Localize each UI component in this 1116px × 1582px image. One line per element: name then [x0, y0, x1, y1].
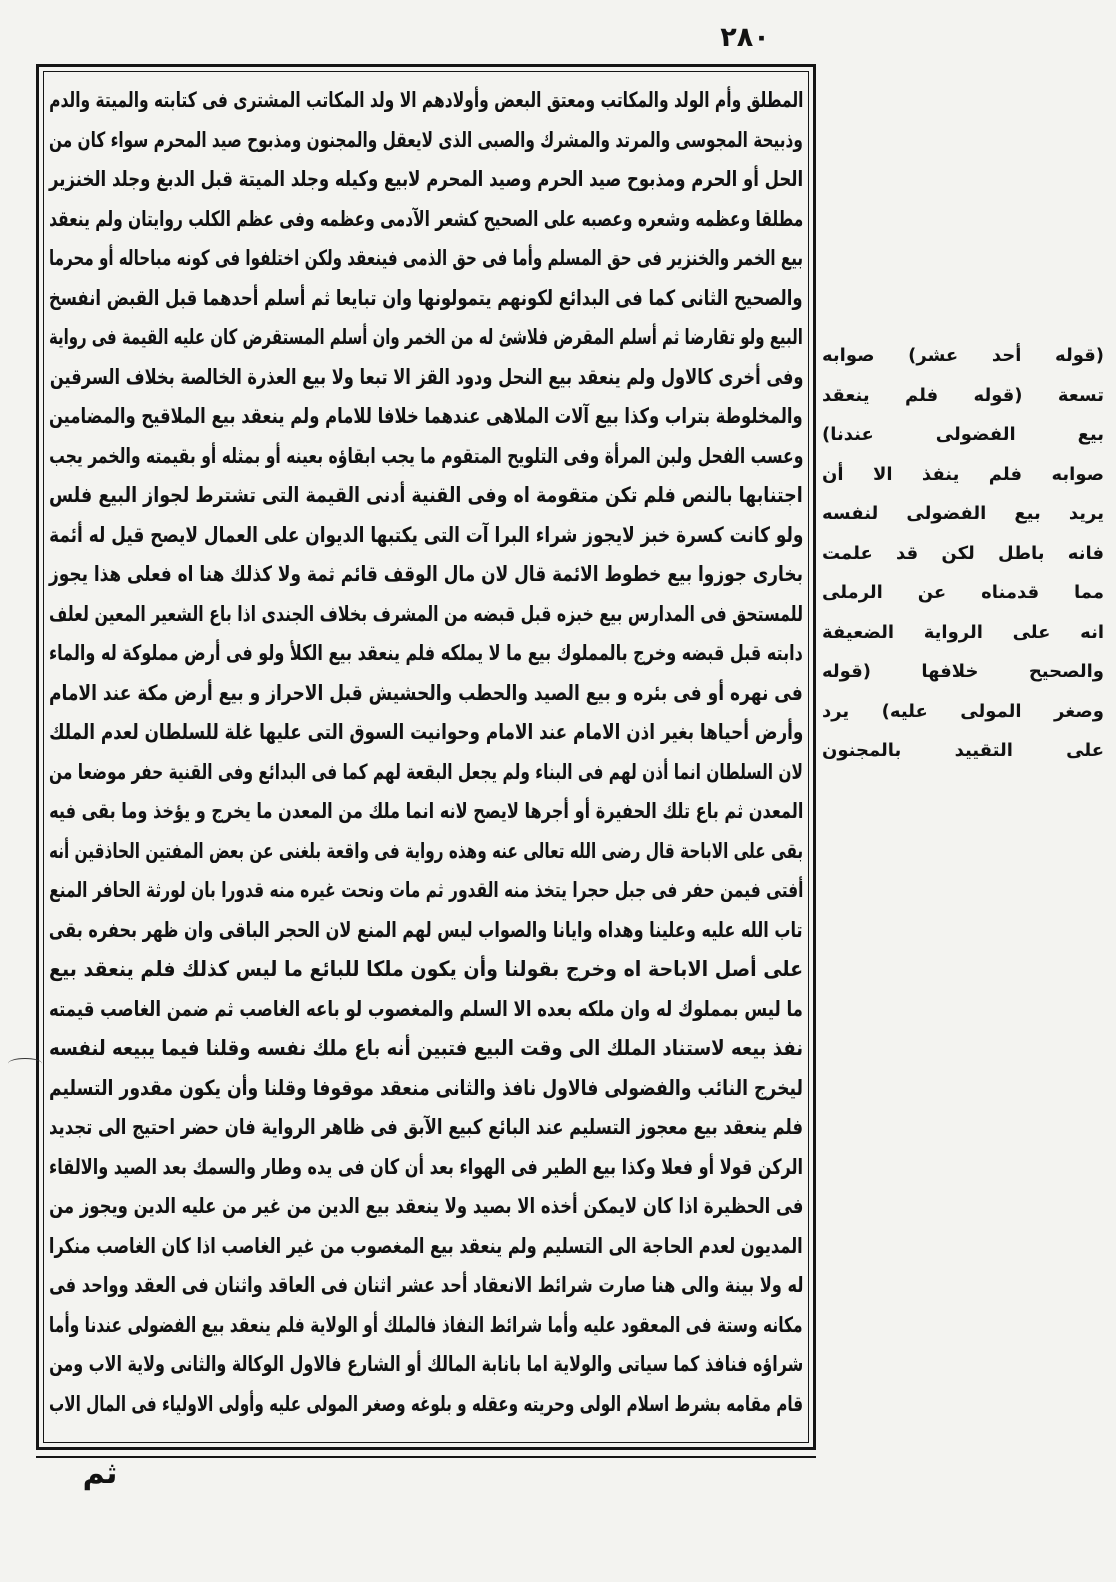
- margin-note-line: [822, 573, 1104, 613]
- text-line: [49, 516, 803, 556]
- text-line-content: المديون لعدم الحاجة الى التسليم ولم ينعقد بيع المغصوب من غير الغاصب اذا كان الغاصب منكرا: [49, 1233, 803, 1258]
- text-line-content: بخارى جوزوا بيع خطوط الائمة قال لان مال الوقف قائم ثمة ولا كذلك هنا اه فعلى هذا يجوز: [49, 562, 803, 586]
- margin-note-content: فانه باطل لكن قد علمت: [822, 542, 1104, 564]
- text-line: [49, 1227, 803, 1267]
- margin-notes: [822, 336, 1104, 771]
- text-line: [49, 871, 803, 911]
- text-line-content: المطلق وأم الولد والمكاتب ومعتق البعض وأولادهم الا ولد المكاتب المشترى فى كتابته والميتة والدم: [48, 88, 803, 112]
- margin-note-content: والصحيح خلافها (قوله: [822, 661, 1104, 682]
- margin-note-content: وصغر المولى عليه) يرد: [822, 700, 1104, 722]
- main-text-block: [49, 81, 803, 1424]
- text-line: [49, 911, 803, 951]
- text-line-content: أفتى فيمن حفر فى جبل حجرا يتخذ منه القدور ثم مات ونحت غيره منه قدورا بان لورثة الحافر المنع: [48, 878, 803, 902]
- text-line: [49, 279, 803, 319]
- text-line: [49, 239, 803, 279]
- text-line: [49, 950, 803, 990]
- text-line-content: للمستحق فى المدارس بيع خبزه قبل قبضه من المشرف بخلاف الجندى اذا باع الشعير المعين لعلف: [48, 601, 803, 626]
- text-line-content: اجتنابها بالنص فلم تكن متقومة اه وفى القنية أدنى القيمة التى تشترط لجواز البيع فلس: [49, 483, 803, 507]
- text-line-content: ليخرج النائب والفضولى فالاول نافذ والثانى منعقد موقوفا وقلنا وأن يكون مقدور التسليم: [49, 1075, 803, 1100]
- text-line-content: بيع الخمر والخنزير فى حق المسلم وأما فى حق الذمى فينعقد ولكن اختلفوا فى كونه مباحاله أو محرما: [48, 246, 803, 270]
- margin-note-line: [822, 336, 1104, 376]
- text-line: [49, 437, 803, 477]
- text-line: [49, 81, 803, 121]
- margin-note-line: [822, 494, 1104, 534]
- text-line-content: لان السلطان انما أذن لهم فى البناء ولم يجعل البقعة لهم كما فى البدائع وفى القنية حفر موضعا من: [49, 759, 803, 784]
- text-line: [49, 1345, 803, 1385]
- text-line-content: قام مقامه بشرط اسلام الولى وحريته وعقله و بلوغه وصغر المولى عليه وأولى الاولياء فى المال الاب: [48, 1391, 803, 1416]
- page-number: ٢٨٠: [720, 22, 770, 53]
- text-line-content: فى نهره أو فى بئره و بيع الصيد والحطب والحشيش قبل الاحراز و بيع أرض مكة عند الامام: [49, 680, 803, 705]
- text-line-content: البيع ولو تقارضا ثم أسلم المقرض فلاشئ له من الخمر وان أسلم المستقرض كان عليه القيمة فى رواية: [49, 325, 803, 349]
- margin-note-content: صوابه فلم ينفذ الا أن: [822, 463, 1104, 485]
- text-line: [49, 555, 803, 595]
- margin-note-line: [822, 415, 1104, 455]
- text-line-content: مكانه وستة فى المعقود عليه وأما شرائط النفاذ فالملك أو الولاية فلم ينعقد بيع الفضولى عندنا وأما: [49, 1312, 803, 1337]
- margin-note-content: على التقييد بالمجنون: [822, 740, 1104, 761]
- text-line: [49, 595, 803, 635]
- text-line: [49, 1148, 803, 1188]
- text-line-content: ولو كانت كسرة خبز لايجوز شراء البرا آت التى يكتبها الديوان على العمال لايصح قيل له أئمة: [48, 522, 803, 547]
- frame-bottom-rule: [36, 1456, 816, 1458]
- text-line: [49, 397, 803, 437]
- text-line: [49, 753, 803, 793]
- margin-note-line: [822, 731, 1104, 771]
- text-line-content: الركن قولا أو فعلا وكذا بيع الطير فى الهواء بعد أن كان فى يده وطار والسمك بعد الصيد والالقاء: [48, 1154, 803, 1179]
- text-line: [49, 1306, 803, 1346]
- text-line-content: دابته قبل قبضه وخرج بالمملوك بيع ما لا يملكه فلم ينعقد بيع الكلأ ولو فى أرض مملوكة له والماء: [49, 641, 803, 665]
- text-line: [49, 121, 803, 161]
- text-line-content: له ولا بينة والى هنا صارت شرائط الانعقاد أحد عشر اثنان فى العاقد واثنان فى العقد وواحد فى: [48, 1273, 803, 1297]
- text-line-content: فى الحظيرة اذا كان لايمكن أخذه الا بصيد ولا ينعقد بيع الدين من غير من عليه الدين ويجوز من: [48, 1194, 803, 1218]
- text-line: [49, 358, 803, 398]
- text-line-content: وفى أخرى كالاول ولم ينعقد بيع النحل ودود القز الا تبعا ولا بيع العذرة الخالصة بخلاف السرقين: [49, 364, 803, 389]
- text-line-content: ما ليس بمملوك له وان ملكه بعده الا السلم والمغصوب لو باعه الغاصب ثم ضمن الغاصب قيمته: [49, 996, 803, 1021]
- text-line-content: شراؤه فنافذ كما سياتى والولاية اما بانابة المالك أو الشارع فالاول الوكالة والثانى ولاية الاب ومن: [48, 1352, 803, 1376]
- text-line: [49, 792, 803, 832]
- text-line: [49, 1069, 803, 1109]
- margin-note-content: مما قدمناه عن الرملى: [822, 582, 1104, 603]
- text-line: [49, 1187, 803, 1227]
- text-line-content: وعسب الفحل ولبن المرأة وفى التلويح المتقوم ما يجب ابقاؤه بعينه أو بمثله أو بقيمته والخمر يجب: [48, 443, 803, 468]
- text-line-content: نفذ بيعه لاستناد الملك الى وقت البيع فتبين أنه باع ملك نفسه وقلنا فيما يبيعه لنفسه: [48, 1036, 803, 1060]
- text-line: [49, 1029, 803, 1069]
- text-frame: [36, 64, 816, 1450]
- margin-note-content: يريد بيع الفضولى لنفسه: [822, 503, 1104, 524]
- text-line: [49, 200, 803, 240]
- margin-note-content: (قوله أحد عشر) صوابه: [822, 345, 1104, 366]
- text-line-content: وذبيحة المجوسى والمرتد والمشرك والصبى الذى لايعقل والمجنون ومذبوح صيد المحرم سواء كان من: [49, 127, 803, 152]
- margin-note-line: [822, 652, 1104, 692]
- margin-note-line: [822, 376, 1104, 416]
- text-line: [49, 476, 803, 516]
- margin-bracket-mark: [8, 1058, 42, 1069]
- text-line-content: بقى على الاباحة قال رضى الله تعالى عنه وهذه رواية فى واقعة بلغنى عن بعض المفتين الحاذقين أنه: [48, 838, 803, 863]
- text-line-content: الحل أو الحرم ومذبوح صيد الحرم وصيد المحرم لابيع وكيله وجلد الميتة قبل الدبغ وجلد الخنزير: [48, 167, 803, 191]
- text-line: [49, 990, 803, 1030]
- text-line-content: والصحيح الثانى كما فى البدائع لكونهم يتمولونها وان تبايعا ثم أسلم أحدهما قبل القبض انفسخ: [49, 285, 803, 310]
- margin-note-line: [822, 534, 1104, 574]
- margin-note-content: بيع الفضولى عندنا): [822, 424, 1104, 445]
- text-line: [49, 318, 803, 358]
- margin-note-content: تسعة (قوله فلم ينعقد: [822, 384, 1104, 406]
- catchword: ثم: [82, 1456, 118, 1491]
- text-line-content: والمخلوطة بتراب وكذا بيع آلات الملاهى عندهما خلافا للامام ولم ينعقد بيع الملاقيح والمضامين: [49, 404, 803, 428]
- text-line: [49, 713, 803, 753]
- margin-note-line: [822, 613, 1104, 653]
- text-line-content: مطلقا وعظمه وشعره وعصبه على الصحيح كشعر الآدمى وعظمه وفى عظم الكلب روايتان ولم ينعقد: [48, 206, 803, 231]
- text-line: [49, 1385, 803, 1425]
- text-line-content: على أصل الاباحة اه وخرج بقولنا وأن يكون ملكا للبائع ما ليس كذلك فلم ينعقد بيع: [48, 957, 803, 981]
- text-line: [49, 1266, 803, 1306]
- text-line: [49, 634, 803, 674]
- margin-note-line: [822, 455, 1104, 495]
- text-line-content: المعدن ثم باع تلك الحفيرة أو أجرها لايصح لانه انما ملك من المعدن ما يخرج و يؤخذ وما بقى فيه: [48, 799, 803, 823]
- text-line-content: فلم ينعقد بيع معجوز التسليم عند البائع كبيع الآبق فى ظاهر الرواية فان حضر احتيج الى تجديد: [48, 1115, 803, 1139]
- text-line: [49, 160, 803, 200]
- text-line: [49, 832, 803, 872]
- text-line: [49, 1108, 803, 1148]
- text-line: [49, 674, 803, 714]
- text-line-content: وأرض أحياها بغير اذن الامام عند الامام وحوانيت السوق التى عليها غلة للسلطان لعدم الملك: [48, 720, 803, 744]
- margin-note-line: [822, 692, 1104, 732]
- text-line-content: تاب الله عليه وعلينا وهداه وايانا والصواب ليس لهم المنع لان الحجر الباقى وان ظهر بحفره بقى: [49, 917, 803, 942]
- margin-note-content: انه على الرواية الضعيفة: [822, 621, 1104, 643]
